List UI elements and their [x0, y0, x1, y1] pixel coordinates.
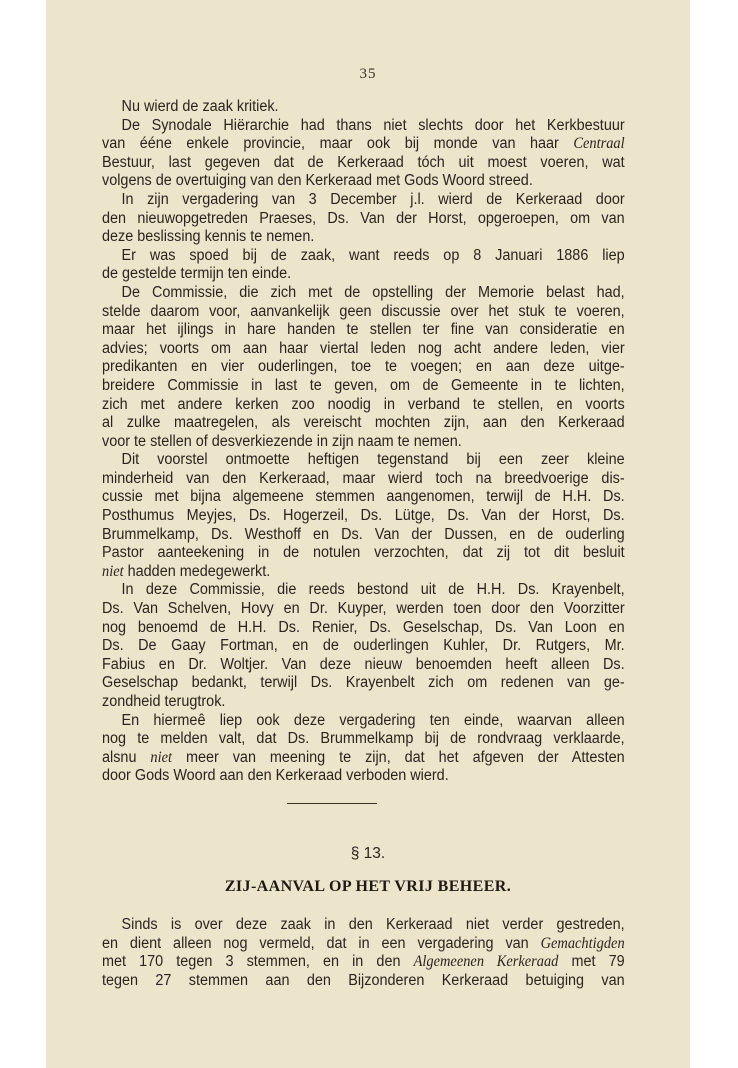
text-line: Fabius en Dr. Woltjer. Van deze nieuw benoemden heeft alleen Ds. [102, 655, 625, 673]
text-line: zich met andere kerken zoo noodig in verband te stellen, en voorts [102, 395, 625, 413]
text-line: Brummelkamp, Ds. Westhoff en Ds. Van der Dussen, en de ouderling [102, 525, 625, 543]
text-line: predikanten en vier ouderlingen, toe te voegen; en aan deze uitge- [102, 358, 625, 376]
body-text [102, 98, 625, 786]
italic-text: Gemachtigden [540, 934, 625, 952]
text-span: en dient alleen nog vermeld, dat in een vergadering van [102, 934, 529, 952]
text-line: den nieuwopgetreden Praeses, Ds. Van der Horst, opgeroepen, om van [102, 209, 625, 227]
section-number: § 13. [350, 845, 386, 862]
paragraph [102, 191, 625, 247]
italic-text: Algemeenen Kerkeraad [413, 953, 559, 971]
text-line: cussie met bijna algemeene stemmen aangenomen, terwijl de H.H. Ds. [102, 488, 625, 506]
text-line: maar het ijlings in hare handen te stellen ter fine van consideratie en [102, 321, 625, 339]
page-number: 35 [359, 66, 377, 82]
text-line: de gestelde termijn ten einde. [102, 265, 292, 283]
text-line: Nu wierd de zaak kritiek. [121, 98, 279, 115]
text-line: door Gods Woord aan den Kerkeraad verboden wierd. [102, 767, 449, 785]
text-line: tegen 27 stemmen aan den Bijzonderen Kerkeraad betuiging van [102, 971, 625, 989]
paragraph [102, 284, 625, 451]
text-span: met 170 tegen 3 stemmen, en in den [102, 953, 401, 971]
italic-text: niet [150, 748, 173, 766]
text-line [102, 749, 625, 768]
text-line: minderheid van den Kerkeraad, maar wierd toch na breedvoerige dis- [102, 469, 625, 487]
text-line: nog te melden valt, dat Ds. Brummelkamp bij de rondvraag verklaarde, [102, 730, 625, 748]
paragraph [102, 581, 625, 711]
text-line: En hiermeê liep ook deze vergadering ten einde, waarvan alleen [121, 711, 625, 729]
text-line: voor te stellen of desverkiezende in zijn naam te nemen. [102, 432, 462, 450]
text-line: Posthumus Meyjes, Ds. Hogerzeil, Ds. Lütge, Ds. Van der Horst, Ds. [102, 507, 625, 525]
text-line: stelde daarom voor, aanvankelijk geen discussie over het stuk te voeren, [102, 302, 625, 320]
section-body-text [102, 916, 625, 990]
paragraph [102, 247, 625, 284]
text-span: met 79 [558, 953, 625, 971]
text-line [102, 135, 625, 154]
text-line: Ds. De Gaay Fortman, en de ouderlingen Kuhler, Dr. Rutgers, Mr. [102, 637, 625, 655]
book-page [46, 0, 690, 1068]
text-line: Dit voorstel ontmoette heftigen tegenstand bij een zeer kleine [121, 451, 625, 469]
italic-text: Centraal [573, 135, 625, 153]
text-span: hadden medegewerkt. [123, 562, 271, 580]
section-heading: ZIJ-AANVAL OP HET VRIJ BEHEER. [224, 878, 512, 895]
text-line: zondheid terugtrok. [102, 693, 226, 710]
text-line: Er was spoed bij de zaak, want reeds op 8 Januari 1886 liep [121, 246, 625, 264]
paragraph [102, 712, 625, 786]
paragraph [102, 117, 625, 191]
italic-text: niet [102, 562, 124, 580]
text-line: nog benoemd de H.H. Ds. Renier, Ds. Geselschap, Ds. Van Loon en [102, 618, 625, 636]
section-divider [287, 803, 377, 804]
text-line: volgens de overtuiging van den Kerkeraad met Gods Woord streed. [102, 172, 533, 190]
text-line [102, 935, 625, 954]
text-line: Bestuur, last gegeven dat de Kerkeraad tóch uit moest voeren, wat [102, 153, 625, 171]
text-line: In zijn vergadering van 3 December j.l. wierd de Kerkeraad door [121, 190, 625, 208]
text-line: breidere Commissie in last te geven, om de Gemeente in te lichten, [102, 376, 625, 394]
paragraph [102, 451, 625, 581]
text-span: alsnu [102, 748, 151, 766]
text-line: Sinds is over deze zaak in den Kerkeraad niet verder gestreden, [121, 916, 625, 933]
text-line: De Synodale Hiërarchie had thans niet slechts door het Kerkbestuur [121, 116, 625, 134]
text-line: advies; voorts om aan haar viertal leden nog acht andere leden, vier [102, 339, 625, 357]
text-line: Geselschap bedankt, terwijl Ds. Krayenbelt zich om redenen van ge- [102, 674, 625, 692]
text-span: meer van meening te zijn, dat het afgeven der Attesten [172, 748, 625, 766]
text-line [102, 563, 625, 582]
text-line: al zulke maatregelen, als vereischt mochten zijn, aan den Kerkeraad [102, 414, 625, 432]
text-line: deze beslissing kennis te nemen. [102, 228, 315, 246]
text-line [102, 953, 625, 972]
text-line: Ds. Van Schelven, Hovy en Dr. Kuyper, werden toen door den Voorzitter [102, 600, 625, 618]
paragraph [102, 98, 625, 117]
text-line: De Commissie, die zich met de opstelling der Memorie belast had, [121, 283, 625, 301]
text-span: van ééne enkele provincie, maar ook bij monde van haar [102, 135, 559, 153]
text-line: In deze Commissie, die reeds bestond uit de H.H. Ds. Krayenbelt, [121, 581, 625, 599]
text-line: Pastor aanteekening in de notulen verzochten, dat zij tot dit besluit [102, 544, 625, 562]
